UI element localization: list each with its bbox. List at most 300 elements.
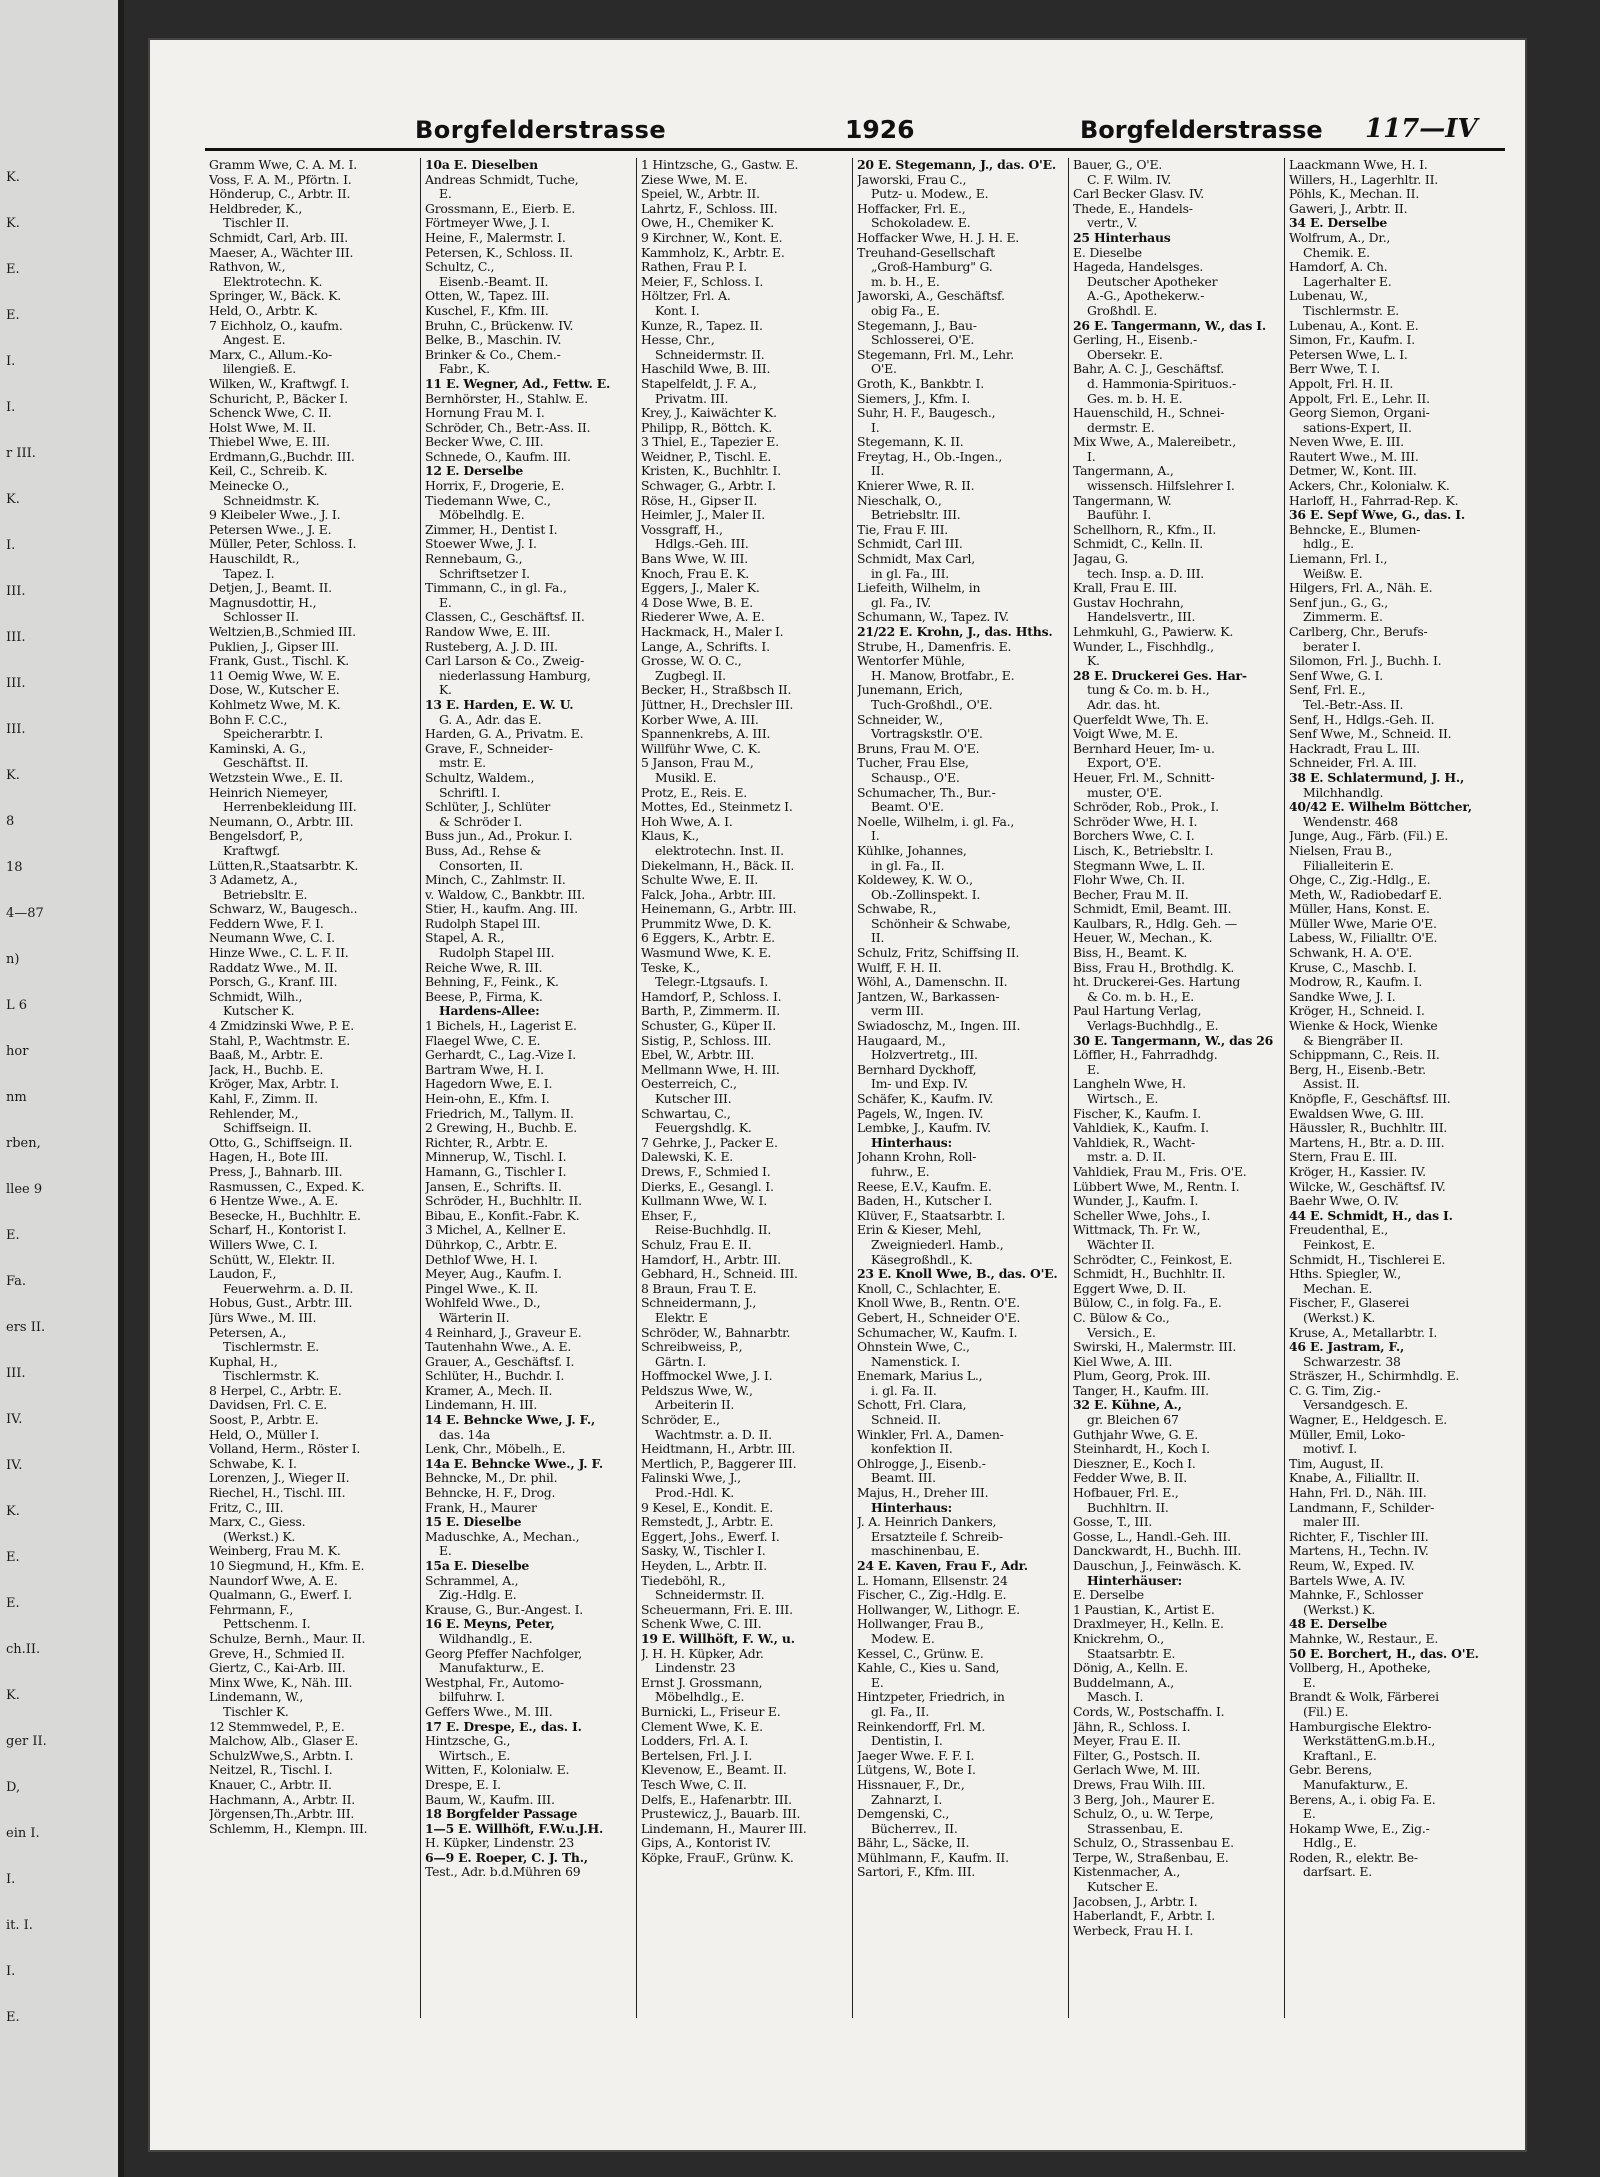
directory-entry: Heuer, Frl. M., Schnitt- <box>1073 770 1215 785</box>
directory-entry: Hesse, Chr., <box>641 333 715 348</box>
directory-entry: Gramm Wwe, C. A. M. I. <box>209 158 357 172</box>
column-4 <box>853 158 1069 2018</box>
directory-entry: 46 E. Jastram, F., <box>1289 1340 1405 1355</box>
directory-entry: motivf. I. <box>1303 1442 1358 1457</box>
directory-entry: Demgenski, C., <box>857 1807 950 1822</box>
adjacent-page-fragment: Fa. <box>6 1274 27 1289</box>
directory-entry: Lütgens, W., Bote I. <box>857 1763 976 1778</box>
directory-entry: Weißw. E. <box>1303 566 1363 581</box>
directory-entry: Meinecke O., <box>209 479 289 494</box>
directory-entry: Swiadoschz, M., Ingen. III. <box>857 1019 1021 1034</box>
directory-entry: Mahnke, W., Restaur., E. <box>1289 1631 1439 1646</box>
directory-entry: Belke, B., Maschin. IV. <box>425 333 562 348</box>
directory-entry: Liemann, Frl. I., <box>1289 552 1388 567</box>
directory-entry: Bücherrev., II. <box>871 1821 958 1836</box>
directory-entry: Guthjahr Wwe, G. E. <box>1073 1427 1198 1442</box>
directory-entry: II. <box>871 464 885 479</box>
directory-entry: E. <box>871 1675 884 1690</box>
directory-entry: Pöhls, K., Mechan. II. <box>1289 187 1420 202</box>
directory-entry: Keil, C., Schreib. K. <box>209 464 328 479</box>
directory-entry: Hintzpeter, Friedrich, in <box>857 1690 1005 1705</box>
directory-entry: Otto, G., Schiffseign. II. <box>209 1135 353 1150</box>
directory-entry: Eisenb.-Beamt. II. <box>439 274 549 289</box>
adjacent-page-fragment: E. <box>6 2010 20 2025</box>
directory-entry: Fritz, C., III. <box>209 1500 284 1515</box>
directory-entry: Buss jun., Ad., Prokur. I. <box>425 829 573 844</box>
directory-entry: Beese, P., Firma, K. <box>425 989 543 1004</box>
directory-entry: Danckwardt, H., Buchh. III. <box>1073 1544 1242 1559</box>
directory-entry: Protz, E., Reis. E. <box>641 785 748 800</box>
directory-entry: Schneid. II. <box>871 1413 941 1428</box>
column-5 <box>1069 158 1285 2018</box>
directory-entry: Speiel, W., Arbtr. II. <box>641 187 760 202</box>
directory-entry: H. Küpker, Lindenstr. 23 <box>425 1836 575 1851</box>
directory-entry: Held, O., Arbtr. K. <box>209 303 318 318</box>
directory-entry: Test., Adr. b.d.Mühren 69 <box>425 1865 581 1880</box>
directory-entry: 40/42 E. Wilhelm Böttcher, <box>1289 800 1472 815</box>
directory-entry: Tangermann, W. <box>1073 493 1172 508</box>
directory-entry: Hobus, Gust., Arbtr. III. <box>209 1296 353 1311</box>
adjacent-page-fragment: E. <box>6 262 20 277</box>
directory-entry: Kuschel, F., Kfm. III. <box>425 303 549 318</box>
directory-entry: Rathen, Frau P. I. <box>641 260 747 275</box>
adjacent-page-fragment: 18 <box>6 860 23 875</box>
directory-entry: Jaeger Wwe. F. F. I. <box>857 1748 975 1763</box>
directory-entry: Frank, Gust., Tischl. K. <box>209 654 350 669</box>
directory-entry: Schulz, O., u. W. Terpe, <box>1073 1807 1214 1822</box>
directory-entry: Brandt & Wolk, Färberei <box>1289 1690 1439 1705</box>
adjacent-page-fragment: hor <box>6 1044 29 1059</box>
directory-entry: Deutscher Apotheker <box>1087 274 1218 289</box>
directory-entry: Schmidt, H., Buchhltr. II. <box>1073 1267 1226 1282</box>
directory-entry: Kammholz, K., Arbtr. E. <box>641 245 785 260</box>
directory-entry: Lindemann, W., <box>209 1690 304 1705</box>
directory-entry: 8 Braun, Frau T. E. <box>641 1281 757 1296</box>
directory-entry: Buddelmann, A., <box>1073 1675 1175 1690</box>
directory-entry: Möbelhdlg. E. <box>439 508 525 523</box>
directory-entry: Behncke, E., Blumen- <box>1289 522 1421 537</box>
directory-entry: 9 Kleibeler Wwe., J. I. <box>209 508 341 523</box>
directory-entry: Ges. m. b. H. E. <box>1087 391 1183 406</box>
directory-entry: Gebert, H., Schneider O'E. <box>857 1310 1021 1325</box>
directory-entry: Laackmann Wwe, H. I. <box>1289 158 1428 172</box>
directory-entry: Meyer, Frau E. II. <box>1073 1734 1181 1749</box>
adjacent-page-fragment: III. <box>6 1366 26 1381</box>
directory-entry: Hofbauer, Frl. E., <box>1073 1486 1179 1501</box>
directory-entry: Vahldiek, Frau M., Fris. O'E. <box>1073 1164 1247 1179</box>
directory-entry: Zimmerm. E. <box>1303 610 1383 625</box>
directory-entry: in gl. Fa., II. <box>871 858 945 873</box>
directory-entry: Knoll Wwe, B., Rentn. O'E. <box>857 1296 1020 1311</box>
directory-entry: Knoch, Frau E. K. <box>641 566 750 581</box>
directory-entry: Riederer Wwe, A. E. <box>641 610 765 625</box>
directory-entry: Lagerhalter E. <box>1303 274 1392 289</box>
adjacent-page-fragment: rben, <box>6 1136 41 1151</box>
directory-entry: 30 E. Tangermann, W., das 26 <box>1073 1033 1274 1048</box>
directory-entry: Volland, Herm., Röster I. <box>209 1442 361 1457</box>
directory-entry: Bruhn, C., Brückenw. IV. <box>425 318 574 333</box>
directory-entry: muster, O'E. <box>1087 785 1162 800</box>
directory-entry: Bartels Wwe, A. IV. <box>1289 1573 1406 1588</box>
directory-entry: Hilgers, Frl. A., Näh. E. <box>1289 581 1433 596</box>
directory-entry: Springer, W., Bäck. K. <box>209 289 341 304</box>
directory-entry: Schiffseign. II. <box>223 1121 312 1136</box>
directory-entry: Lembke, J., Kaufm. IV. <box>857 1121 991 1136</box>
directory-entry: 14 E. Behncke Wwe, J. F., <box>425 1413 596 1428</box>
directory-entry: Rusteberg, A. J. D. III. <box>425 639 558 654</box>
directory-entry: Groth, K., Bankbtr. I. <box>857 376 984 391</box>
directory-entry: fuhrw., E. <box>871 1164 930 1179</box>
directory-entry: Hönderup, C., Arbtr. II. <box>209 187 351 202</box>
directory-entry: Schenk Wwe, C. III. <box>641 1617 762 1632</box>
directory-entry: Kraftwgf. <box>223 843 280 858</box>
directory-entry: Häussler, R., Buchhltr. III. <box>1289 1121 1448 1136</box>
directory-entry: Zig.-Hdlg. E. <box>439 1588 517 1603</box>
directory-entry: Prod.-Hdl. K. <box>655 1486 734 1501</box>
directory-entry: H. Manow, Brotfabr., E. <box>871 668 1015 683</box>
directory-entry: Schmidt, H., Tischlerei E. <box>1289 1252 1446 1267</box>
directory-entry: Verlags-Buchhdlg., E. <box>1087 1019 1219 1034</box>
directory-columns <box>205 158 1505 2018</box>
directory-entry: Senf Wwe, G. I. <box>1289 668 1384 683</box>
directory-entry: Schenck Wwe, C. II. <box>209 406 332 421</box>
directory-entry: Ohnstein Wwe, C., <box>857 1340 970 1355</box>
adjacent-page-fragment: K. <box>6 170 20 185</box>
directory-entry: Westphal, Fr., Automo- <box>425 1675 564 1690</box>
directory-entry: Jörgensen,Th.,Arbtr. III. <box>209 1807 355 1822</box>
directory-page <box>150 40 1525 2150</box>
directory-entry: Gosse, T., III. <box>1073 1515 1153 1530</box>
adjacent-page-fragment: E. <box>6 1596 20 1611</box>
directory-entry: Vollberg, H., Apotheke, <box>1289 1661 1431 1676</box>
directory-entry: Hoh Wwe, A. I. <box>641 814 733 829</box>
directory-entry: E. <box>439 595 452 610</box>
directory-entry: 1 Hintzsche, G., Gastw. E. <box>641 158 799 172</box>
directory-entry: hdlg., E. <box>1303 537 1354 552</box>
directory-entry: Grossmann, E., Eierb. E. <box>425 201 576 216</box>
directory-entry: Minnerup, W., Tischl. I. <box>425 1150 567 1165</box>
directory-entry: Werbeck, Frau H. I. <box>1073 1923 1194 1938</box>
page-header <box>205 112 1505 151</box>
header-page-number: 117—IV <box>1365 114 1478 144</box>
directory-entry: Bengelsdorf, P., <box>209 829 303 844</box>
directory-entry: Versich., E. <box>1087 1325 1156 1340</box>
directory-entry: Hissnauer, F., Dr., <box>857 1777 965 1792</box>
column-1 <box>205 158 421 2018</box>
directory-entry: Weltzien,B.,Schmied III. <box>209 625 356 639</box>
directory-entry: Hdlgs.-Geh. III. <box>655 537 749 552</box>
directory-entry: Ohlrogge, J., Eisenb.- <box>857 1456 986 1471</box>
directory-entry: Stegemann, Frl. M., Lehr. <box>857 347 1014 362</box>
directory-entry: Gerlach Wwe, M. III. <box>1073 1763 1201 1778</box>
directory-entry: Tangermann, A., <box>1073 464 1174 479</box>
directory-entry: Heinemann, G., Arbtr. III. <box>641 902 797 917</box>
directory-entry: Becker Wwe, C. III. <box>425 435 544 450</box>
directory-entry: Hoffmockel Wwe, J. I. <box>641 1369 773 1384</box>
adjacent-page-fragment: III. <box>6 584 26 599</box>
directory-entry: Eggert, Johs., Ewerf. I. <box>641 1529 780 1544</box>
directory-entry: 44 E. Schmidt, H., das I. <box>1289 1208 1453 1223</box>
directory-entry: Roden, R., elektr. Be- <box>1289 1850 1418 1865</box>
adjacent-page-fragment: r III. <box>6 446 36 461</box>
directory-entry: gl. Fa., IV. <box>871 595 931 610</box>
directory-entry: Dentistin, I. <box>871 1734 943 1749</box>
directory-entry: Milchhandlg. <box>1303 785 1384 800</box>
directory-entry: sations-Expert, II. <box>1303 420 1412 435</box>
directory-entry: Grosse, W. O. C., <box>641 654 742 669</box>
directory-entry: Dauschun, J., Feinwäsch. K. <box>1073 1559 1242 1573</box>
directory-entry: Stegemann, J., Bau- <box>857 318 977 333</box>
directory-entry: 17 E. Drespe, E., das. I. <box>425 1719 582 1734</box>
directory-entry: Kessel, C., Grünw. E. <box>857 1646 984 1661</box>
directory-entry: SchulzWwe,S., Arbtn. I. <box>209 1748 354 1763</box>
directory-entry: Kraftanl., E. <box>1303 1748 1377 1763</box>
directory-entry: Höltzer, Frl. A. <box>641 289 731 304</box>
directory-entry: 13 E. Harden, E. W. U. <box>425 697 574 712</box>
directory-entry: (Fil.) E. <box>1303 1704 1349 1719</box>
directory-entry: Vossgraff, H., <box>641 522 723 537</box>
directory-entry: Hintzsche, G., <box>425 1734 511 1749</box>
directory-entry: Feuerwehrm. a. D. II. <box>223 1281 354 1296</box>
directory-entry: Fischer, C., Zig.-Hdlg. E. <box>857 1588 1007 1603</box>
adjacent-page-fragment: E. <box>6 308 20 323</box>
directory-entry: Davidsen, Frl. C. E. <box>209 1398 328 1413</box>
directory-entry: in gl. Fa., III. <box>871 566 950 581</box>
directory-entry: Schumann, W., Tapez. IV. <box>857 610 1009 625</box>
directory-entry: Bahr, A. C. J., Geschäftsf. <box>1073 362 1224 377</box>
directory-entry: Tischlermstr. K. <box>223 1369 320 1384</box>
directory-entry: Möbelhdlg., E. <box>655 1690 745 1705</box>
directory-entry: Tucher, Frau Else, <box>857 756 969 771</box>
directory-entry: 34 E. Derselbe <box>1289 216 1388 231</box>
directory-entry: Schuster, G., Küper II. <box>641 1019 776 1034</box>
directory-entry: G. A., Adr. das E. <box>439 712 542 727</box>
directory-entry: Wulff, F. H. II. <box>857 960 942 975</box>
directory-entry: Beamt. III. <box>871 1471 936 1486</box>
directory-entry: Borchers Wwe, C. I. <box>1073 829 1195 844</box>
directory-entry: Tim, August, II. <box>1289 1456 1384 1471</box>
directory-entry: Schönheir & Schwabe, <box>871 916 1011 931</box>
directory-entry: Wendenstr. 468 <box>1303 814 1398 829</box>
directory-entry: Betriebsltr. III. <box>871 508 961 523</box>
adjacent-page-fragment: III. <box>6 676 26 691</box>
directory-entry: Mix Wwe, A., Malereibetr., <box>1073 435 1236 450</box>
directory-entry: Swirski, H., Malermstr. III. <box>1073 1340 1237 1355</box>
directory-entry: Naundorf Wwe, A. E. <box>209 1573 338 1588</box>
adjacent-page-fragment: K. <box>6 492 20 507</box>
directory-entry: Tie, Frau F. III. <box>857 522 949 537</box>
adjacent-page-fragment: E. <box>6 1228 20 1243</box>
directory-entry: Heine, F., Malermstr. I. <box>425 230 566 245</box>
directory-entry: Schriftsetzer I. <box>439 566 530 581</box>
directory-entry: Tuch-Großhdl., O'E. <box>871 697 993 712</box>
directory-entry: Hinze Wwe., C. L. F. II. <box>209 946 349 961</box>
directory-entry: Zweigniederl. Hamb., <box>871 1237 1004 1252</box>
directory-entry: Kramer, A., Mech. II. <box>425 1383 553 1398</box>
directory-entry: Kröger, H., Schneid. I. <box>1289 1004 1425 1019</box>
directory-entry: Dethlof Wwe, H. I. <box>425 1252 538 1267</box>
directory-entry: Frank, H., Maurer <box>425 1500 537 1515</box>
directory-entry: d. Hammonia-Spirituos.- <box>1087 376 1237 391</box>
directory-entry: Labess, W., Filialltr. O'E. <box>1289 931 1438 946</box>
directory-entry: 23 E. Knoll Wwe, B., das. O'E. <box>857 1267 1058 1282</box>
directory-entry: Schnede, O., Kaufm. III. <box>425 449 571 464</box>
directory-entry: Gustav Hochrahn, <box>1073 595 1184 610</box>
directory-entry: Schwartau, C., <box>641 1106 731 1121</box>
directory-entry: Winkler, Frl. A., Damen- <box>857 1427 1004 1442</box>
directory-entry: Laudon, F., <box>209 1267 277 1282</box>
directory-entry: Petersen Wwe, L. I. <box>1289 347 1408 362</box>
directory-entry: Export, O'E. <box>1087 756 1162 771</box>
directory-entry: Detjen, J., Beamt. II. <box>209 581 332 596</box>
directory-entry: Schröder, H., Buchhltr. II. <box>425 1194 582 1209</box>
directory-entry: Baum, W., Kaufm. III. <box>425 1792 555 1807</box>
directory-entry: Jüttner, H., Drechsler III. <box>641 697 794 712</box>
directory-entry: Sistig, P., Schloss. III. <box>641 1033 772 1048</box>
directory-entry: 4 Reinhard, J., Graveur E. <box>425 1325 582 1340</box>
directory-entry: Neumann Wwe, C. I. <box>209 931 335 946</box>
directory-entry: Krause, G., Bur.-Angest. I. <box>425 1602 584 1617</box>
directory-entry: Press, J., Bahnarb. III. <box>209 1164 343 1179</box>
directory-entry: E. <box>439 187 452 202</box>
directory-entry: Teske, K., <box>641 960 700 975</box>
directory-entry: Schultz, C., <box>425 260 495 275</box>
directory-entry: Dose, W., Kutscher E. <box>209 683 340 698</box>
directory-entry: Kahle, C., Kies u. Sand, <box>857 1661 1000 1676</box>
header-street-left: Borgfelderstrasse <box>415 116 667 144</box>
directory-entry: Schröder Wwe, H. I. <box>1073 814 1198 829</box>
directory-entry: Neitzel, R., Tischl. I. <box>209 1763 333 1778</box>
directory-entry: Tischler K. <box>223 1704 289 1719</box>
directory-entry: Schumacher, Th., Bur.- <box>857 785 996 800</box>
directory-entry: Prustewicz, J., Bauarb. III. <box>641 1807 801 1822</box>
directory-entry: E. Dieselbe <box>1073 245 1142 260</box>
directory-entry: 38 E. Schlatermund, J. H., <box>1289 770 1465 785</box>
directory-entry: Grauer, A., Geschäftsf. I. <box>425 1354 575 1369</box>
directory-entry: Hauschildt, R., <box>209 552 300 567</box>
directory-entry: 16 E. Meyns, Peter, <box>425 1617 555 1632</box>
directory-entry: Kont. I. <box>655 303 700 318</box>
directory-entry: Hackradt, Frau L. III. <box>1289 741 1420 756</box>
adjacent-page-fragment: ger II. <box>6 1734 47 1749</box>
directory-entry: 5 Janson, Frau M., <box>641 756 754 771</box>
directory-entry: Wagner, E., Heldgesch. E. <box>1289 1413 1448 1428</box>
directory-entry: Wöhl, A., Damenschn. II. <box>857 975 1008 990</box>
directory-entry: Jürs Wwe., M. III. <box>209 1310 317 1325</box>
directory-entry: Müller, Hans, Konst. E. <box>1289 902 1430 917</box>
directory-entry: Baaß, M., Arbtr. E. <box>209 1048 323 1063</box>
directory-entry: Ersatzteile f. Schreib- <box>871 1529 1003 1544</box>
directory-entry: wissensch. Hilfslehrer I. <box>1087 479 1235 494</box>
directory-entry: 9 Kesel, E., Kondit. E. <box>641 1500 773 1515</box>
directory-entry: 12 Stemmwedel, P., E. <box>209 1719 345 1734</box>
directory-entry: 32 E. Kühne, A., <box>1073 1398 1182 1413</box>
directory-entry: Köpke, FrauF., Grünw. K. <box>641 1850 794 1865</box>
directory-entry: Klüver, F., Staatsarbtr. I. <box>857 1208 1006 1223</box>
directory-entry: Willers Wwe, C. I. <box>209 1237 318 1252</box>
directory-entry: Handelsvertr., III. <box>1087 610 1196 625</box>
directory-entry: Rathvon, W., <box>209 260 286 275</box>
directory-entry: Heimler, J., Maler II. <box>641 508 765 523</box>
directory-entry: Dieszner, E., Koch I. <box>1073 1456 1196 1471</box>
directory-entry: Philipp, R., Böttch. K. <box>641 420 773 435</box>
directory-entry: Heyden, L., Arbtr. II. <box>641 1559 767 1573</box>
directory-entry: C. G. Tim, Zig.- <box>1289 1383 1381 1398</box>
directory-entry: Adr. das. ht. <box>1087 697 1161 712</box>
directory-entry: Gärtn. I. <box>655 1354 707 1369</box>
directory-entry: Bauer, G., O'E. <box>1073 158 1163 172</box>
directory-entry: Schulte Wwe, E. II. <box>641 873 759 888</box>
directory-entry: Wächter II. <box>1087 1237 1155 1252</box>
directory-entry: 18 Borgfelder Passage <box>425 1807 578 1822</box>
directory-entry: Wachtmstr. a. D. II. <box>655 1427 772 1442</box>
directory-entry: Zimmer, H., Dentist I. <box>425 522 558 537</box>
directory-entry: Freytag, H., Ob.-Ingen., <box>857 449 1003 464</box>
directory-entry: gl. Fa., II. <box>871 1704 930 1719</box>
directory-entry: Mertlich, P., Baggerer III. <box>641 1456 797 1471</box>
directory-entry: Carl Becker Glasv. IV. <box>1073 187 1204 202</box>
directory-entry: Jaworski, Frau C., <box>857 172 967 187</box>
directory-entry: Petersen, A., <box>209 1325 287 1340</box>
directory-entry: Wasmund Wwe, K. E. <box>641 946 772 961</box>
directory-entry: Marx, C., Giess. <box>209 1515 306 1530</box>
directory-entry: Klevenow, E., Beamt. II. <box>641 1763 787 1778</box>
directory-entry: Musikl. E. <box>655 770 717 785</box>
directory-entry: Schneidermstr. II. <box>655 1588 765 1603</box>
directory-entry: Stapelfeldt, J. F. A., <box>641 376 757 391</box>
adjacent-page-fragment: n) <box>6 952 20 967</box>
directory-entry: Kröger, H., Kassier. IV. <box>1289 1164 1426 1179</box>
directory-entry: Friedrich, M., Tallym. II. <box>425 1106 574 1121</box>
directory-entry: 6—9 E. Roeper, C. J. Th., <box>425 1850 588 1865</box>
directory-entry: Gips, A., Kontorist IV. <box>641 1836 771 1851</box>
directory-entry: Voss, F. A. M., Pförtn. I. <box>209 172 352 187</box>
directory-entry: Filter, G., Postsch. II. <box>1073 1748 1201 1763</box>
directory-entry: Wentorfer Mühle, <box>857 654 965 669</box>
directory-entry: vertr., V. <box>1087 216 1138 231</box>
directory-entry: Noelle, Wilhelm, i. gl. Fa., <box>857 814 1015 829</box>
directory-entry: 1—5 E. Willhöft, F.W.u.J.H. <box>425 1821 604 1836</box>
directory-entry: bilfuhrw. I. <box>439 1690 505 1705</box>
directory-entry: Hornung Frau M. I. <box>425 406 545 421</box>
directory-entry: Voigt Wwe, M. E. <box>1073 727 1178 742</box>
directory-entry: Löffler, H., Fahrradhdg. <box>1073 1048 1218 1063</box>
directory-entry: Bähr, L., Säcke, II. <box>857 1836 970 1851</box>
adjacent-page-fragment: ein I. <box>6 1826 40 1841</box>
directory-entry: Malchow, Alb., Glaser E. <box>209 1734 359 1749</box>
directory-entry: Senf, H., Hdlgs.-Geh. II. <box>1289 712 1435 727</box>
directory-entry: Kröger, Max, Arbtr. I. <box>209 1077 339 1092</box>
directory-entry: 7 Eichholz, O., kaufm. <box>209 318 343 333</box>
directory-entry: Weinberg, Frau M. K. <box>209 1544 341 1559</box>
column-6 <box>1285 158 1501 2018</box>
directory-entry: Schwabe, K. I. <box>209 1456 297 1471</box>
directory-entry: Ackers, Chr., Kolonialw. K. <box>1289 479 1450 494</box>
directory-entry: Ebel, W., Arbtr. III. <box>641 1048 755 1063</box>
directory-entry: Staatsarbtr. E. <box>1087 1646 1176 1661</box>
directory-entry: Im- und Exp. IV. <box>871 1077 968 1092</box>
directory-entry: J. H. H. Küpker, Adr. <box>641 1646 764 1661</box>
directory-entry: Bruns, Frau M. O'E. <box>857 741 980 756</box>
directory-entry: Schneidmstr. K. <box>223 493 320 508</box>
directory-entry: Wildhandlg., E. <box>439 1631 533 1646</box>
directory-entry: Stegmann Wwe, L. II. <box>1073 858 1206 873</box>
directory-entry: Geffers Wwe., M. III. <box>425 1704 553 1719</box>
directory-entry: Ohge, C., Zig.-Hdlg., E. <box>1289 873 1431 888</box>
directory-entry: Georg Siemon, Organi- <box>1289 406 1430 421</box>
directory-entry: Spannenkrebs, A. III. <box>641 727 771 742</box>
adjacent-page-fragment: it. I. <box>6 1918 33 1933</box>
